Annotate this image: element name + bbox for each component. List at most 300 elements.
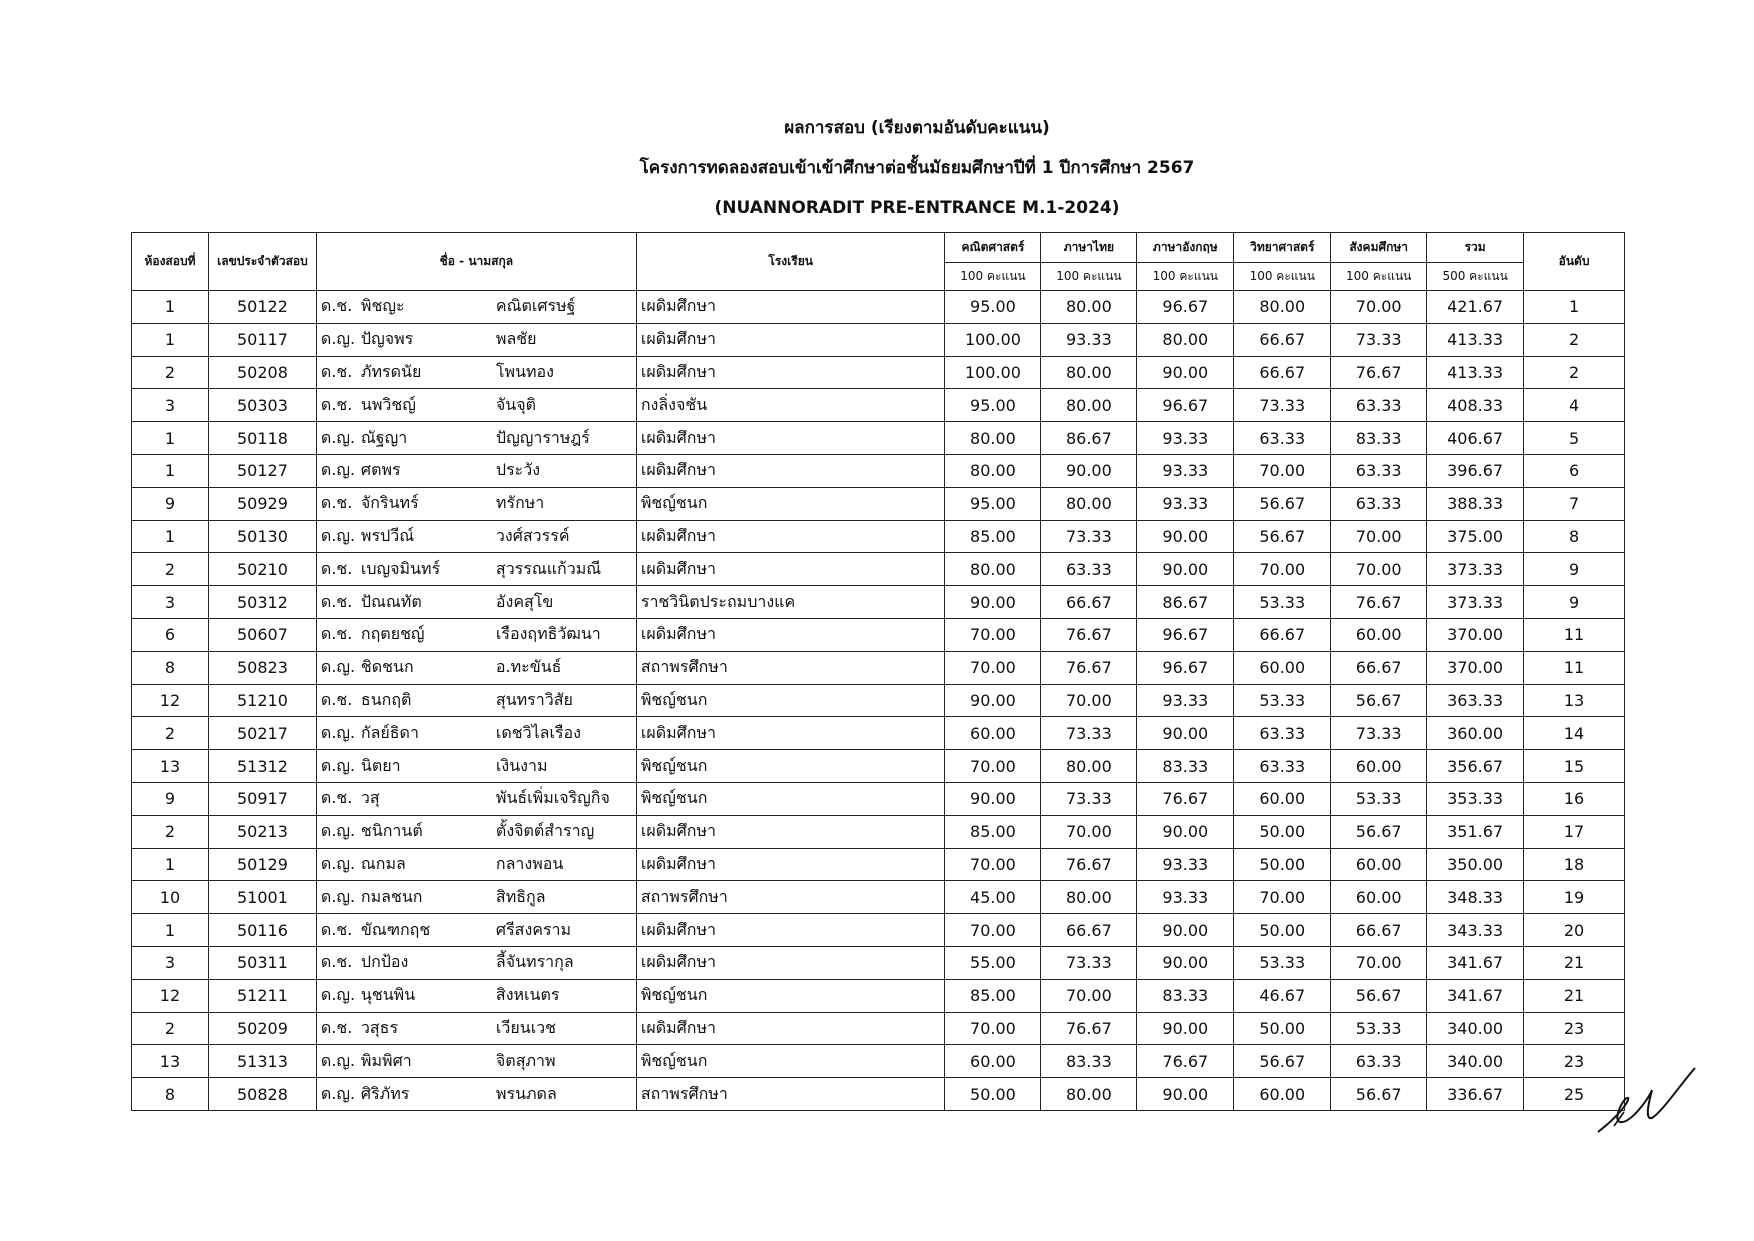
cell-room: 1 <box>132 848 209 881</box>
cell-social: 70.00 <box>1331 291 1427 324</box>
cell-social: 76.67 <box>1331 356 1427 389</box>
cell-math: 70.00 <box>945 848 1041 881</box>
cell-school: เผดิมศึกษา <box>636 553 945 586</box>
table-row <box>132 651 1625 684</box>
cell-total: 351.67 <box>1427 815 1524 848</box>
table-row <box>132 848 1625 881</box>
name-prefix: ด.ช. <box>320 952 353 972</box>
cell-social: 70.00 <box>1331 946 1427 979</box>
cell-exam-id: 51001 <box>208 881 316 914</box>
name-prefix: ด.ช. <box>320 1017 353 1037</box>
cell-math: 80.00 <box>945 422 1041 455</box>
document-header <box>0 108 1754 228</box>
cell-total: 341.67 <box>1427 979 1524 1012</box>
cell-school: พิชญ์ชนก <box>636 684 945 717</box>
cell-rank: 6 <box>1524 454 1625 487</box>
cell-total: 408.33 <box>1427 389 1524 422</box>
header-thai-max: 100 คะแนน <box>1041 263 1137 291</box>
cell-name <box>316 553 636 586</box>
cell-science: 50.00 <box>1234 815 1331 848</box>
cell-rank: 16 <box>1524 782 1625 815</box>
cell-social: 56.67 <box>1331 979 1427 1012</box>
last-name: ศรีสงคราม <box>495 919 572 939</box>
cell-name <box>316 684 636 717</box>
cell-exam-id: 51312 <box>208 750 316 783</box>
cell-science: 50.00 <box>1234 1012 1331 1045</box>
cell-social: 83.33 <box>1331 422 1427 455</box>
cell-math: 70.00 <box>945 651 1041 684</box>
cell-school: พิชญ์ชนก <box>636 487 945 520</box>
cell-english: 93.33 <box>1137 684 1234 717</box>
cell-total: 396.67 <box>1427 454 1524 487</box>
header-row <box>132 233 1625 263</box>
first-name: นิตยา <box>360 755 401 775</box>
cell-school: สถาพรศึกษา <box>636 881 945 914</box>
cell-school: เผดิมศึกษา <box>636 323 945 356</box>
cell-room: 1 <box>132 520 209 553</box>
cell-math: 45.00 <box>945 881 1041 914</box>
first-name: นุชนพิน <box>360 985 416 1005</box>
cell-name <box>316 586 636 619</box>
cell-exam-id: 50130 <box>208 520 316 553</box>
signature-mark <box>1590 1060 1700 1140</box>
cell-exam-id: 50929 <box>208 487 316 520</box>
cell-thai: 80.00 <box>1041 487 1137 520</box>
cell-math: 90.00 <box>945 782 1041 815</box>
last-name: เดชวิไลเรือง <box>495 722 581 742</box>
table-row <box>132 979 1625 1012</box>
first-name: กฤตยชญ์ <box>360 624 425 644</box>
header-social-max: 100 คะแนน <box>1331 263 1427 291</box>
cell-name <box>316 291 636 324</box>
cell-total: 406.67 <box>1427 422 1524 455</box>
table-row <box>132 553 1625 586</box>
cell-room: 1 <box>132 291 209 324</box>
cell-total: 343.33 <box>1427 914 1524 947</box>
name-prefix: ด.ญ. <box>320 755 356 775</box>
cell-math: 85.00 <box>945 815 1041 848</box>
table-row <box>132 356 1625 389</box>
cell-total: 340.00 <box>1427 1045 1524 1078</box>
cell-exam-id: 51210 <box>208 684 316 717</box>
cell-rank: 5 <box>1524 422 1625 455</box>
cell-school: ราชวินิตประถมบางแค <box>636 586 945 619</box>
cell-rank: 23 <box>1524 1045 1625 1078</box>
cell-school: เผดิมศึกษา <box>636 1012 945 1045</box>
cell-room: 9 <box>132 782 209 815</box>
first-name: พิมพิศา <box>360 1050 412 1070</box>
cell-social: 70.00 <box>1331 520 1427 553</box>
last-name: วงศ์สวรรค์ <box>495 525 570 545</box>
last-name: อังคสุโข <box>495 591 554 611</box>
cell-exam-id: 50823 <box>208 651 316 684</box>
table-row <box>132 389 1625 422</box>
cell-english: 76.67 <box>1137 1045 1234 1078</box>
cell-english: 96.67 <box>1137 618 1234 651</box>
last-name: เงินงาม <box>495 755 548 775</box>
cell-school: เผดิมศึกษา <box>636 520 945 553</box>
name-prefix: ด.ญ. <box>320 525 356 545</box>
table-row <box>132 323 1625 356</box>
cell-thai: 66.67 <box>1041 586 1137 619</box>
cell-school: สถาพรศึกษา <box>636 651 945 684</box>
cell-social: 60.00 <box>1331 750 1427 783</box>
header-rank: อันดับ <box>1524 233 1625 291</box>
table-row <box>132 1078 1625 1111</box>
cell-exam-id: 50311 <box>208 946 316 979</box>
cell-exam-id: 50828 <box>208 1078 316 1111</box>
cell-english: 93.33 <box>1137 848 1234 881</box>
cell-exam-id: 50209 <box>208 1012 316 1045</box>
cell-science: 70.00 <box>1234 881 1331 914</box>
cell-total: 363.33 <box>1427 684 1524 717</box>
cell-thai: 63.33 <box>1041 553 1137 586</box>
cell-room: 12 <box>132 979 209 1012</box>
cell-english: 96.67 <box>1137 389 1234 422</box>
cell-total: 350.00 <box>1427 848 1524 881</box>
last-name: จิตสุภาพ <box>495 1050 556 1070</box>
cell-exam-id: 50303 <box>208 389 316 422</box>
cell-name <box>316 750 636 783</box>
title-line-1: ผลการสอบ (เรียงตามอันดับคะแนน) <box>784 118 1050 138</box>
first-name: ปกป้อง <box>360 952 409 972</box>
cell-thai: 66.67 <box>1041 914 1137 947</box>
cell-room: 10 <box>132 881 209 914</box>
cell-rank: 18 <box>1524 848 1625 881</box>
last-name: พลชัย <box>495 329 537 349</box>
cell-math: 70.00 <box>945 750 1041 783</box>
cell-school: สถาพรศึกษา <box>636 1078 945 1111</box>
cell-math: 50.00 <box>945 1078 1041 1111</box>
cell-thai: 80.00 <box>1041 389 1137 422</box>
cell-name <box>316 848 636 881</box>
cell-science: 70.00 <box>1234 553 1331 586</box>
table-row <box>132 454 1625 487</box>
cell-total: 336.67 <box>1427 1078 1524 1111</box>
cell-total: 341.67 <box>1427 946 1524 979</box>
cell-english: 93.33 <box>1137 422 1234 455</box>
cell-rank: 7 <box>1524 487 1625 520</box>
name-prefix: ด.ช. <box>320 591 353 611</box>
last-name: ประวัง <box>495 460 541 480</box>
cell-room: 2 <box>132 717 209 750</box>
cell-total: 373.33 <box>1427 553 1524 586</box>
last-name: สิทธิกูล <box>495 886 546 906</box>
first-name: ชิดชนก <box>360 657 414 677</box>
name-prefix: ด.ช. <box>320 296 353 316</box>
cell-total: 360.00 <box>1427 717 1524 750</box>
cell-rank: 11 <box>1524 618 1625 651</box>
cell-school: เผดิมศึกษา <box>636 422 945 455</box>
cell-science: 46.67 <box>1234 979 1331 1012</box>
last-name: กลางพอน <box>495 853 564 873</box>
cell-thai: 70.00 <box>1041 815 1137 848</box>
title-line-2: โครงการทดลองสอบเข้าเข้าศึกษาต่อชั้นมัธยมศึกษาปีที่ 1 ปีการศึกษา 2567 <box>639 158 1195 178</box>
first-name: จักรินทร์ <box>360 493 419 513</box>
cell-name <box>316 979 636 1012</box>
cell-total: 413.33 <box>1427 356 1524 389</box>
cell-rank: 13 <box>1524 684 1625 717</box>
cell-name <box>316 1045 636 1078</box>
cell-science: 66.67 <box>1234 356 1331 389</box>
cell-thai: 76.67 <box>1041 651 1137 684</box>
cell-exam-id: 50118 <box>208 422 316 455</box>
cell-science: 70.00 <box>1234 454 1331 487</box>
cell-english: 90.00 <box>1137 1078 1234 1111</box>
cell-english: 90.00 <box>1137 914 1234 947</box>
cell-social: 70.00 <box>1331 553 1427 586</box>
cell-rank: 25 <box>1524 1078 1625 1111</box>
cell-name <box>316 487 636 520</box>
cell-english: 93.33 <box>1137 881 1234 914</box>
cell-thai: 86.67 <box>1041 422 1137 455</box>
cell-room: 3 <box>132 586 209 619</box>
cell-total: 353.33 <box>1427 782 1524 815</box>
cell-social: 66.67 <box>1331 914 1427 947</box>
cell-room: 13 <box>132 1045 209 1078</box>
first-name: ณัฐญา <box>360 427 408 447</box>
first-name: ขัณฑกฤช <box>360 919 431 939</box>
cell-room: 9 <box>132 487 209 520</box>
first-name: ศิริภัทร <box>360 1083 410 1103</box>
cell-thai: 76.67 <box>1041 1012 1137 1045</box>
cell-social: 60.00 <box>1331 618 1427 651</box>
first-name: เบญจมินทร์ <box>360 558 441 578</box>
cell-rank: 21 <box>1524 946 1625 979</box>
cell-english: 90.00 <box>1137 520 1234 553</box>
last-name: ลี้จันทรากุล <box>495 952 574 972</box>
name-prefix: ด.ญ. <box>320 1050 356 1070</box>
table-row <box>132 618 1625 651</box>
cell-room: 1 <box>132 454 209 487</box>
first-name: วสุธร <box>360 1017 399 1037</box>
cell-thai: 73.33 <box>1041 946 1137 979</box>
cell-exam-id: 50116 <box>208 914 316 947</box>
first-name: ชนิกานต์ <box>360 821 423 841</box>
cell-rank: 1 <box>1524 291 1625 324</box>
cell-math: 55.00 <box>945 946 1041 979</box>
cell-thai: 73.33 <box>1041 782 1137 815</box>
header-total-max: 500 คะแนน <box>1427 263 1524 291</box>
cell-name <box>316 1012 636 1045</box>
cell-math: 95.00 <box>945 291 1041 324</box>
cell-room: 1 <box>132 422 209 455</box>
cell-school: เผดิมศึกษา <box>636 454 945 487</box>
cell-total: 340.00 <box>1427 1012 1524 1045</box>
first-name: วสุ <box>360 788 380 808</box>
cell-exam-id: 50607 <box>208 618 316 651</box>
cell-exam-id: 50129 <box>208 848 316 881</box>
cell-social: 56.67 <box>1331 684 1427 717</box>
cell-exam-id: 51211 <box>208 979 316 1012</box>
last-name: คณิตเศรษฐ์ <box>495 296 576 316</box>
cell-math: 100.00 <box>945 323 1041 356</box>
cell-rank: 4 <box>1524 389 1625 422</box>
name-prefix: ด.ช. <box>320 919 353 939</box>
cell-rank: 21 <box>1524 979 1625 1012</box>
cell-exam-id: 50213 <box>208 815 316 848</box>
cell-school: เผดิมศึกษา <box>636 848 945 881</box>
name-prefix: ด.ช. <box>320 624 353 644</box>
cell-thai: 80.00 <box>1041 750 1137 783</box>
cell-room: 8 <box>132 651 209 684</box>
cell-social: 63.33 <box>1331 1045 1427 1078</box>
cell-english: 83.33 <box>1137 979 1234 1012</box>
header-exam-id: เลขประจำตัวสอบ <box>208 233 316 291</box>
header-social: สังคมศึกษา <box>1331 233 1427 263</box>
cell-name <box>316 651 636 684</box>
cell-science: 56.67 <box>1234 520 1331 553</box>
title-line-3: (NUANNORADIT PRE-ENTRANCE M.1-2024) <box>714 198 1120 218</box>
cell-math: 60.00 <box>945 1045 1041 1078</box>
cell-thai: 80.00 <box>1041 291 1137 324</box>
first-name: กัลย์ธิดา <box>360 722 419 742</box>
cell-total: 370.00 <box>1427 618 1524 651</box>
cell-exam-id: 50208 <box>208 356 316 389</box>
cell-science: 80.00 <box>1234 291 1331 324</box>
cell-room: 2 <box>132 1012 209 1045</box>
cell-english: 93.33 <box>1137 487 1234 520</box>
cell-math: 90.00 <box>945 586 1041 619</box>
cell-social: 73.33 <box>1331 323 1427 356</box>
cell-rank: 20 <box>1524 914 1625 947</box>
cell-total: 375.00 <box>1427 520 1524 553</box>
cell-english: 86.67 <box>1137 586 1234 619</box>
cell-school: พิชญ์ชนก <box>636 1045 945 1078</box>
cell-total: 373.33 <box>1427 586 1524 619</box>
cell-room: 12 <box>132 684 209 717</box>
cell-english: 96.67 <box>1137 291 1234 324</box>
cell-science: 60.00 <box>1234 1078 1331 1111</box>
cell-english: 90.00 <box>1137 717 1234 750</box>
table-row <box>132 914 1625 947</box>
table-row <box>132 291 1625 324</box>
table-row <box>132 1045 1625 1078</box>
cell-exam-id: 50127 <box>208 454 316 487</box>
cell-name <box>316 356 636 389</box>
cell-rank: 23 <box>1524 1012 1625 1045</box>
cell-math: 90.00 <box>945 684 1041 717</box>
cell-science: 63.33 <box>1234 717 1331 750</box>
cell-name <box>316 946 636 979</box>
name-prefix: ด.ช. <box>320 493 353 513</box>
cell-english: 90.00 <box>1137 946 1234 979</box>
cell-english: 90.00 <box>1137 815 1234 848</box>
cell-math: 100.00 <box>945 356 1041 389</box>
cell-english: 76.67 <box>1137 782 1234 815</box>
table-row <box>132 684 1625 717</box>
cell-thai: 80.00 <box>1041 356 1137 389</box>
cell-thai: 80.00 <box>1041 1078 1137 1111</box>
cell-school: พิชญ์ชนก <box>636 750 945 783</box>
cell-room: 1 <box>132 323 209 356</box>
last-name: พันธ์เพิ่มเจริญกิจ <box>495 788 610 808</box>
cell-english: 90.00 <box>1137 356 1234 389</box>
cell-social: 53.33 <box>1331 1012 1427 1045</box>
name-prefix: ด.ญ. <box>320 886 356 906</box>
cell-social: 63.33 <box>1331 389 1427 422</box>
name-prefix: ด.ญ. <box>320 821 356 841</box>
cell-room: 3 <box>132 946 209 979</box>
cell-rank: 2 <box>1524 323 1625 356</box>
cell-social: 60.00 <box>1331 848 1427 881</box>
cell-social: 63.33 <box>1331 454 1427 487</box>
cell-total: 421.67 <box>1427 291 1524 324</box>
cell-room: 2 <box>132 356 209 389</box>
cell-school: เผดิมศึกษา <box>636 356 945 389</box>
cell-science: 53.33 <box>1234 946 1331 979</box>
cell-name <box>316 881 636 914</box>
name-prefix: ด.ญ. <box>320 460 356 480</box>
header-math-max: 100 คะแนน <box>945 263 1041 291</box>
table-row <box>132 520 1625 553</box>
last-name: สุนทราวิสัย <box>495 689 573 709</box>
name-prefix: ด.ช. <box>320 394 353 414</box>
cell-science: 73.33 <box>1234 389 1331 422</box>
cell-exam-id: 50312 <box>208 586 316 619</box>
cell-total: 370.00 <box>1427 651 1524 684</box>
cell-name <box>316 520 636 553</box>
cell-rank: 14 <box>1524 717 1625 750</box>
cell-science: 56.67 <box>1234 1045 1331 1078</box>
cell-social: 60.00 <box>1331 881 1427 914</box>
cell-science: 63.33 <box>1234 422 1331 455</box>
cell-science: 56.67 <box>1234 487 1331 520</box>
first-name: ปัญจพร <box>360 329 414 349</box>
header-school: โรงเรียน <box>636 233 945 291</box>
name-prefix: ด.ช. <box>320 689 353 709</box>
cell-rank: 9 <box>1524 553 1625 586</box>
last-name: จันจุติ <box>495 394 536 414</box>
cell-school: พิชญ์ชนก <box>636 782 945 815</box>
cell-thai: 73.33 <box>1041 520 1137 553</box>
cell-english: 93.33 <box>1137 454 1234 487</box>
cell-exam-id: 50122 <box>208 291 316 324</box>
name-prefix: ด.ช. <box>320 361 353 381</box>
cell-thai: 70.00 <box>1041 684 1137 717</box>
cell-name <box>316 389 636 422</box>
name-prefix: ด.ญ. <box>320 1083 356 1103</box>
cell-exam-id: 50210 <box>208 553 316 586</box>
cell-math: 70.00 <box>945 618 1041 651</box>
header-room: ห้องสอบที่ <box>132 233 209 291</box>
last-name: ปัญญาราษฎร์ <box>495 427 590 447</box>
header-english: ภาษาอังกฤษ <box>1137 233 1234 263</box>
cell-room: 2 <box>132 553 209 586</box>
cell-name <box>316 454 636 487</box>
cell-name <box>316 1078 636 1111</box>
last-name: ทรักษา <box>495 493 545 513</box>
last-name: สิงหเนตร <box>495 985 560 1005</box>
cell-english: 90.00 <box>1137 553 1234 586</box>
cell-school: เผดิมศึกษา <box>636 618 945 651</box>
cell-rank: 15 <box>1524 750 1625 783</box>
cell-thai: 90.00 <box>1041 454 1137 487</box>
table-row <box>132 717 1625 750</box>
cell-name <box>316 422 636 455</box>
name-prefix: ด.ญ. <box>320 985 356 1005</box>
last-name: พรนภดล <box>495 1083 557 1103</box>
cell-school: กงลิ่งจชัน <box>636 389 945 422</box>
cell-english: 96.67 <box>1137 651 1234 684</box>
cell-social: 73.33 <box>1331 717 1427 750</box>
results-table <box>131 232 1625 1111</box>
cell-math: 70.00 <box>945 914 1041 947</box>
table-row <box>132 815 1625 848</box>
header-science: วิทยาศาสตร์ <box>1234 233 1331 263</box>
cell-thai: 93.33 <box>1041 323 1137 356</box>
cell-math: 85.00 <box>945 520 1041 553</box>
